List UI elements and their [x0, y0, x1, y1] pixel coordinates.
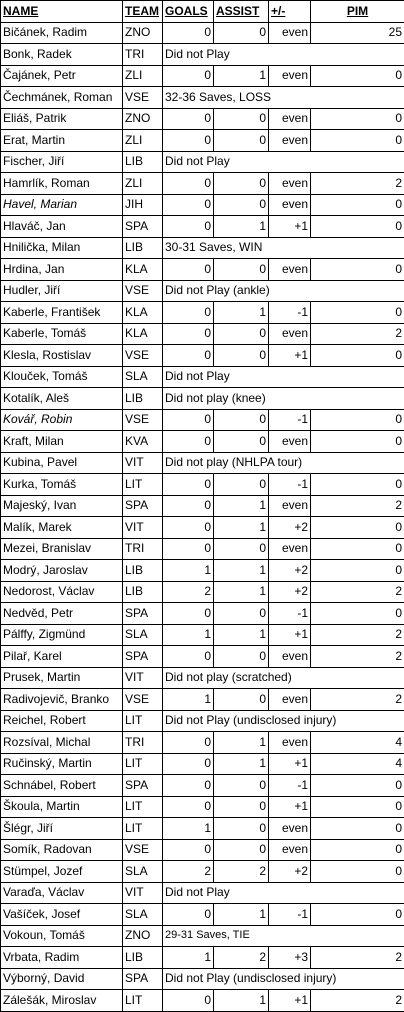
pim-value: 0	[311, 65, 404, 87]
goals-value: 0	[163, 517, 214, 539]
plus-minus-value: even	[269, 259, 311, 281]
assist-value: 0	[214, 818, 269, 840]
player-name: Výborný, David	[1, 968, 123, 990]
table-row	[1, 323, 404, 345]
assist-value: 0	[214, 431, 269, 453]
team-code: TRI	[123, 44, 163, 66]
plus-minus-value: +1	[269, 624, 311, 646]
status-note: 32-36 Saves, LOSS	[163, 87, 404, 109]
plus-minus-value: +1	[269, 216, 311, 238]
team-code: ZLI	[123, 130, 163, 152]
table-row	[1, 667, 404, 689]
plus-minus-value: even	[269, 538, 311, 560]
assist-value: 1	[214, 581, 269, 603]
pim-value: 0	[311, 818, 404, 840]
assist-value: 1	[214, 753, 269, 775]
plus-minus-value: even	[269, 65, 311, 87]
player-name: Nedvěd, Petr	[1, 603, 123, 625]
pim-value: 0	[311, 130, 404, 152]
player-name: Pilař, Karel	[1, 646, 123, 668]
team-code: LIT	[123, 990, 163, 1012]
player-name: Hamrlík, Roman	[1, 173, 123, 195]
player-name: Havel, Marian	[1, 194, 123, 216]
goals-value: 0	[163, 108, 214, 130]
table-row	[1, 560, 404, 582]
assist-value: 0	[214, 474, 269, 496]
team-code: SPA	[123, 775, 163, 797]
plus-minus-value: +2	[269, 581, 311, 603]
player-name: Klouček, Tomáš	[1, 366, 123, 388]
plus-minus-value: +2	[269, 517, 311, 539]
plus-minus-value: even	[269, 689, 311, 711]
player-name: Nedorost, Václav	[1, 581, 123, 603]
player-name: Čajánek, Petr	[1, 65, 123, 87]
team-code: SLA	[123, 366, 163, 388]
plus-minus-value: even	[269, 839, 311, 861]
status-note: Did not Play	[163, 882, 404, 904]
goals-value: 1	[163, 947, 214, 969]
player-name: Varaďa, Václav	[1, 882, 123, 904]
team-code: LIT	[123, 796, 163, 818]
table-row	[1, 517, 404, 539]
team-code: VSE	[123, 87, 163, 109]
assist-value: 0	[214, 259, 269, 281]
assist-value: 0	[214, 194, 269, 216]
status-note: Did not play (scratched)	[163, 667, 404, 689]
team-code: TRI	[123, 538, 163, 560]
pim-value: 2	[311, 495, 404, 517]
team-code: VIT	[123, 667, 163, 689]
pim-value: 2	[311, 947, 404, 969]
team-code: SPA	[123, 603, 163, 625]
status-note: Did not Play (undisclosed injury)	[163, 710, 404, 732]
assist-value: 0	[214, 646, 269, 668]
header-goals: GOALS	[163, 1, 214, 23]
assist-value: 1	[214, 990, 269, 1012]
player-name: Malík, Marek	[1, 517, 123, 539]
header-team: TEAM	[123, 1, 163, 23]
goals-value: 0	[163, 65, 214, 87]
table-row	[1, 646, 404, 668]
pim-value: 0	[311, 861, 404, 883]
table-row	[1, 925, 404, 947]
pim-value: 0	[311, 517, 404, 539]
table-row	[1, 87, 404, 109]
team-code: ZLI	[123, 65, 163, 87]
table-row	[1, 947, 404, 969]
assist-value: 2	[214, 861, 269, 883]
table-row	[1, 345, 404, 367]
team-code: SPA	[123, 216, 163, 238]
player-name: Vašíček, Josef	[1, 904, 123, 926]
table-row	[1, 259, 404, 281]
assist-value: 0	[214, 689, 269, 711]
pim-value: 2	[311, 173, 404, 195]
plus-minus-value: -1	[269, 603, 311, 625]
goals-value: 0	[163, 796, 214, 818]
player-name: Bičánek, Radim	[1, 22, 123, 44]
goals-value: 2	[163, 581, 214, 603]
team-code: JIH	[123, 194, 163, 216]
table-row	[1, 431, 404, 453]
table-header	[1, 1, 404, 23]
table-row	[1, 22, 404, 44]
table-row	[1, 882, 404, 904]
assist-value: 1	[214, 624, 269, 646]
table-row	[1, 237, 404, 259]
team-code: LIT	[123, 818, 163, 840]
table-row	[1, 904, 404, 926]
table-row	[1, 44, 404, 66]
goals-value: 0	[163, 216, 214, 238]
status-note: Did not Play (ankle)	[163, 280, 404, 302]
player-name: Kotalík, Aleš	[1, 388, 123, 410]
assist-value: 0	[214, 538, 269, 560]
player-name: Radivojevič, Branko	[1, 689, 123, 711]
assist-value: 1	[214, 65, 269, 87]
pim-value: 0	[311, 108, 404, 130]
goals-value: 0	[163, 904, 214, 926]
assist-value: 1	[214, 732, 269, 754]
table-row	[1, 452, 404, 474]
goals-value: 0	[163, 603, 214, 625]
table-row	[1, 538, 404, 560]
pim-value: 0	[311, 538, 404, 560]
goals-value: 0	[163, 194, 214, 216]
table-row	[1, 839, 404, 861]
player-name: Majeský, Ivan	[1, 495, 123, 517]
table-row	[1, 581, 404, 603]
assist-value: 1	[214, 560, 269, 582]
team-code: KVA	[123, 431, 163, 453]
plus-minus-value: even	[269, 130, 311, 152]
table-row	[1, 108, 404, 130]
team-code: VSE	[123, 839, 163, 861]
assist-value: 0	[214, 796, 269, 818]
team-code: ZLI	[123, 173, 163, 195]
table-row	[1, 796, 404, 818]
goals-value: 0	[163, 646, 214, 668]
player-name: Reichel, Robert	[1, 710, 123, 732]
assist-value: 1	[214, 904, 269, 926]
player-name: Rozsíval, Michal	[1, 732, 123, 754]
player-name: Pálffy, Zigmünd	[1, 624, 123, 646]
player-name: Kaberle, Tomáš	[1, 323, 123, 345]
table-row	[1, 624, 404, 646]
plus-minus-value: -1	[269, 904, 311, 926]
pim-value: 0	[311, 431, 404, 453]
player-name: Hudler, Jiří	[1, 280, 123, 302]
pim-value: 0	[311, 775, 404, 797]
table-row	[1, 194, 404, 216]
header-assist: ASSIST	[214, 1, 269, 23]
table-row	[1, 130, 404, 152]
table-row	[1, 388, 404, 410]
player-name: Škoula, Martin	[1, 796, 123, 818]
team-code: LIT	[123, 710, 163, 732]
goals-value: 0	[163, 259, 214, 281]
plus-minus-value: even	[269, 495, 311, 517]
goals-value: 1	[163, 818, 214, 840]
assist-value: 0	[214, 345, 269, 367]
goals-value: 1	[163, 689, 214, 711]
goals-value: 0	[163, 495, 214, 517]
pim-value: 4	[311, 753, 404, 775]
assist-value: 0	[214, 108, 269, 130]
team-code: ZNO	[123, 108, 163, 130]
table-row	[1, 732, 404, 754]
goals-value: 0	[163, 775, 214, 797]
player-name: Somík, Radovan	[1, 839, 123, 861]
pim-value: 0	[311, 904, 404, 926]
team-code: VSE	[123, 409, 163, 431]
player-name: Mezei, Branislav	[1, 538, 123, 560]
plus-minus-value: even	[269, 732, 311, 754]
goals-value: 0	[163, 538, 214, 560]
goals-value: 0	[163, 431, 214, 453]
plus-minus-value: -1	[269, 302, 311, 324]
team-code: LIB	[123, 237, 163, 259]
plus-minus-value: even	[269, 431, 311, 453]
goals-value: 0	[163, 22, 214, 44]
assist-value: 0	[214, 409, 269, 431]
team-code: LIB	[123, 560, 163, 582]
goals-value: 0	[163, 753, 214, 775]
table-row	[1, 753, 404, 775]
player-name: Kurka, Tomáš	[1, 474, 123, 496]
pim-value: 0	[311, 796, 404, 818]
pim-value: 2	[311, 990, 404, 1012]
status-note: Did not play (knee)	[163, 388, 404, 410]
player-name: Fischer, Jiří	[1, 151, 123, 173]
table-row	[1, 775, 404, 797]
header-pim: PIM	[311, 1, 404, 23]
assist-value: 0	[214, 173, 269, 195]
assist-value: 1	[214, 495, 269, 517]
plus-minus-value: -1	[269, 775, 311, 797]
pim-value: 2	[311, 646, 404, 668]
plus-minus-value: +2	[269, 560, 311, 582]
player-name: Stümpel, Jozef	[1, 861, 123, 883]
goals-value: 1	[163, 560, 214, 582]
team-code: SPA	[123, 495, 163, 517]
table-row	[1, 968, 404, 990]
team-code: SLA	[123, 624, 163, 646]
player-name: Modrý, Jaroslav	[1, 560, 123, 582]
team-code: LIT	[123, 753, 163, 775]
table-row	[1, 990, 404, 1012]
table-row	[1, 280, 404, 302]
player-name: Zálešák, Miroslav	[1, 990, 123, 1012]
goals-value: 0	[163, 990, 214, 1012]
pim-value: 2	[311, 323, 404, 345]
table-row	[1, 495, 404, 517]
table-row	[1, 474, 404, 496]
player-name: Kubina, Pavel	[1, 452, 123, 474]
table-row	[1, 151, 404, 173]
team-code: LIB	[123, 947, 163, 969]
table-row	[1, 302, 404, 324]
plus-minus-value: -1	[269, 409, 311, 431]
plus-minus-value: +1	[269, 753, 311, 775]
goals-value: 0	[163, 345, 214, 367]
player-name: Ručinský, Martin	[1, 753, 123, 775]
team-code: VSE	[123, 280, 163, 302]
player-name: Prusek, Martin	[1, 667, 123, 689]
table-row	[1, 818, 404, 840]
team-code: ZNO	[123, 925, 163, 947]
team-code: SPA	[123, 968, 163, 990]
pim-value: 0	[311, 474, 404, 496]
plus-minus-value: -1	[269, 474, 311, 496]
team-code: KLA	[123, 302, 163, 324]
team-code: VIT	[123, 517, 163, 539]
assist-value: 0	[214, 323, 269, 345]
table-row	[1, 689, 404, 711]
goals-value: 1	[163, 624, 214, 646]
player-name: Schnábel, Robert	[1, 775, 123, 797]
status-note: Did not Play	[163, 151, 404, 173]
assist-value: 1	[214, 216, 269, 238]
team-code: VSE	[123, 689, 163, 711]
plus-minus-value: even	[269, 194, 311, 216]
goals-value: 0	[163, 474, 214, 496]
assist-value: 1	[214, 302, 269, 324]
goals-value: 0	[163, 323, 214, 345]
plus-minus-value: even	[269, 323, 311, 345]
status-note: Did not Play	[163, 44, 404, 66]
goals-value: 0	[163, 409, 214, 431]
player-name: Klesla, Rostislav	[1, 345, 123, 367]
table-row	[1, 409, 404, 431]
pim-value: 0	[311, 194, 404, 216]
status-note: 30-31 Saves, WIN	[163, 237, 404, 259]
header-row	[1, 1, 404, 23]
status-note: Did not play (NHLPA tour)	[163, 452, 404, 474]
assist-value: 2	[214, 947, 269, 969]
assist-value: 0	[214, 775, 269, 797]
table-row	[1, 710, 404, 732]
team-code: ZNO	[123, 22, 163, 44]
pim-value: 0	[311, 302, 404, 324]
assist-value: 0	[214, 22, 269, 44]
plus-minus-value: even	[269, 818, 311, 840]
table-row	[1, 603, 404, 625]
plus-minus-value: +1	[269, 796, 311, 818]
player-name: Erat, Martin	[1, 130, 123, 152]
team-code: KLA	[123, 259, 163, 281]
player-name: Kaberle, František	[1, 302, 123, 324]
table-row	[1, 366, 404, 388]
plus-minus-value: even	[269, 108, 311, 130]
team-code: SPA	[123, 646, 163, 668]
table-row	[1, 65, 404, 87]
table-body	[1, 22, 404, 1011]
goals-value: 0	[163, 173, 214, 195]
assist-value: 0	[214, 603, 269, 625]
plus-minus-value: even	[269, 22, 311, 44]
pim-value: 2	[311, 581, 404, 603]
status-note: Did not Play	[163, 366, 404, 388]
team-code: VSE	[123, 345, 163, 367]
table-row	[1, 173, 404, 195]
team-code: LIB	[123, 151, 163, 173]
player-name: Vokoun, Tomáš	[1, 925, 123, 947]
player-name: Hlaváč, Jan	[1, 216, 123, 238]
team-code: SLA	[123, 904, 163, 926]
goals-value: 0	[163, 732, 214, 754]
team-code: VIT	[123, 882, 163, 904]
table-row	[1, 861, 404, 883]
goals-value: 0	[163, 302, 214, 324]
pim-value: 25	[311, 22, 404, 44]
header-name: NAME	[1, 1, 123, 23]
player-name: Vrbata, Radim	[1, 947, 123, 969]
pim-value: 0	[311, 409, 404, 431]
assist-value: 0	[214, 839, 269, 861]
goals-value: 0	[163, 839, 214, 861]
pim-value: 0	[311, 259, 404, 281]
goals-value: 0	[163, 130, 214, 152]
team-code: SLA	[123, 861, 163, 883]
status-note: 29-31 Saves, TIE	[163, 925, 404, 947]
player-name: Kovář, Robin	[1, 409, 123, 431]
player-name: Hrdina, Jan	[1, 259, 123, 281]
pim-value: 4	[311, 732, 404, 754]
pim-value: 0	[311, 839, 404, 861]
pim-value: 2	[311, 689, 404, 711]
player-name: Šlégr, Jiří	[1, 818, 123, 840]
team-code: TRI	[123, 732, 163, 754]
pim-value: 0	[311, 560, 404, 582]
pim-value: 2	[311, 624, 404, 646]
plus-minus-value: +2	[269, 861, 311, 883]
player-name: Kraft, Milan	[1, 431, 123, 453]
player-name: Čechmánek, Roman	[1, 87, 123, 109]
team-code: LIB	[123, 581, 163, 603]
plus-minus-value: even	[269, 646, 311, 668]
plus-minus-value: +1	[269, 990, 311, 1012]
team-code: LIB	[123, 388, 163, 410]
plus-minus-value: +3	[269, 947, 311, 969]
team-code: VIT	[123, 452, 163, 474]
team-code: KLA	[123, 323, 163, 345]
plus-minus-value: +1	[269, 345, 311, 367]
player-name: Eliáš, Patrik	[1, 108, 123, 130]
table-row	[1, 216, 404, 238]
status-note: Did not Play (undisclosed injury)	[163, 968, 404, 990]
player-name: Hnilička, Milan	[1, 237, 123, 259]
pim-value: 0	[311, 216, 404, 238]
header-plus-minus: +/-	[269, 1, 311, 23]
assist-value: 0	[214, 130, 269, 152]
team-code: LIT	[123, 474, 163, 496]
pim-value: 0	[311, 603, 404, 625]
assist-value: 1	[214, 517, 269, 539]
plus-minus-value: even	[269, 173, 311, 195]
pim-value: 0	[311, 345, 404, 367]
player-name: Bonk, Radek	[1, 44, 123, 66]
goals-value: 2	[163, 861, 214, 883]
